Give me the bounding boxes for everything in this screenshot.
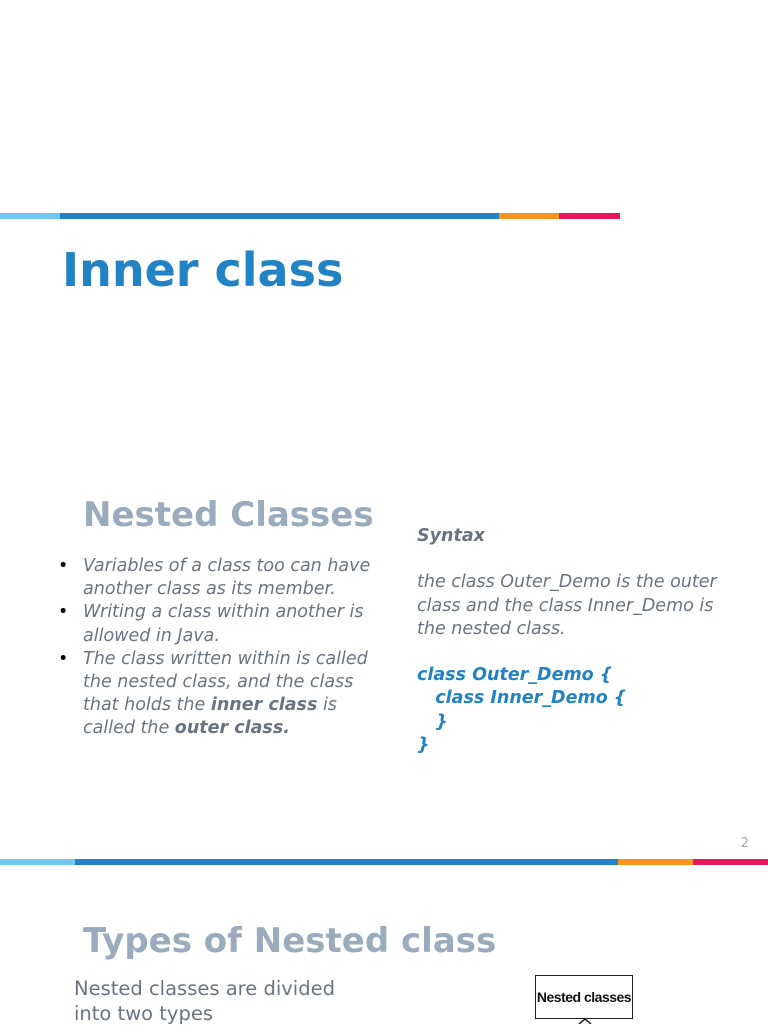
code-sample: [417, 664, 747, 757]
bullet-item: [56, 648, 386, 741]
slide1-accent-bar-pink: [559, 213, 620, 219]
syntax-title: Syntax: [417, 526, 485, 546]
page-number: 2: [740, 836, 749, 851]
code-line: class Inner_Demo {: [417, 688, 627, 709]
diagram-node-label: Nested classes: [536, 989, 632, 1005]
outer-class-term: outer class.: [174, 718, 290, 739]
syntax-block: [417, 525, 747, 757]
bullet-text: is called the: [83, 695, 337, 739]
bullet-dot: •: [58, 556, 69, 576]
slide3-accent-bar-pink: [693, 859, 768, 865]
bullet-text: The class written within is called the nested class, and the class that holds the: [83, 648, 368, 716]
slide3-accent-bar-orange: [618, 859, 693, 865]
bullet-item: [56, 555, 386, 601]
bullet-text: Writing a class within another is allowed in Java.: [83, 602, 364, 646]
diagram-node-nested-classes: [535, 975, 633, 1019]
slide1-accent-bar-orange: [499, 213, 559, 219]
code-line: }: [417, 734, 430, 755]
slide-title: Inner class: [62, 243, 344, 297]
slide3-accent-bar-light-blue: [0, 859, 75, 865]
slide1-accent-bar-blue: [60, 213, 499, 219]
slide1-accent-bar-light-blue: [0, 213, 60, 219]
bullet-dot: •: [58, 602, 69, 623]
types-heading: Types of Nested class: [83, 921, 497, 961]
bullet-list: [56, 555, 386, 741]
code-line: }: [417, 711, 448, 732]
syntax-description: the class Outer_Demo is the outer class and the class Inner_Demo is the nested class.: [417, 572, 717, 639]
bullet-text: Variables of a class too can have another class as its member.: [83, 556, 371, 600]
diagram-connector: [575, 1018, 595, 1024]
slide3-accent-bar-blue: [75, 859, 618, 865]
nested-classes-heading: Nested Classes: [83, 495, 374, 535]
code-line: class Outer_Demo {: [417, 665, 613, 686]
bullet-item: [56, 601, 386, 647]
types-description: Nested classes are divided into two types: [74, 977, 335, 1025]
inner-class-term: inner class: [210, 695, 318, 716]
bullet-dot: •: [58, 648, 69, 669]
